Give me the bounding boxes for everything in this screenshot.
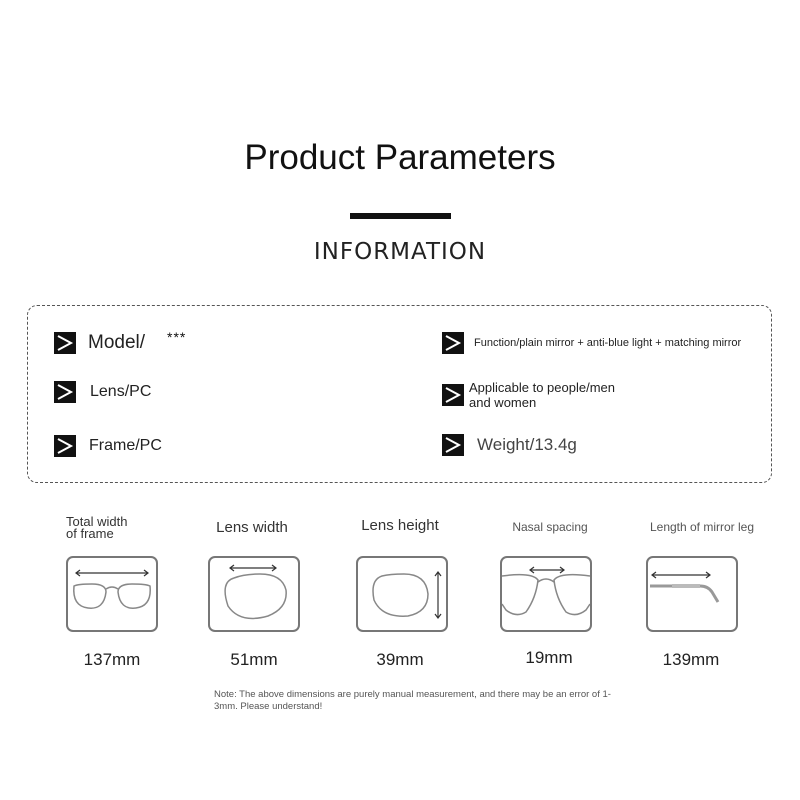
dim-value-lens-width: 51mm: [230, 650, 278, 669]
dim-value-nasal-spacing: 19mm: [525, 648, 573, 667]
dim-value-frame-width: 137mm: [83, 650, 141, 669]
function-text: Function/plain mirror + anti-blue light + matching mirror: [474, 337, 742, 349]
model-label: Model/: [88, 332, 146, 353]
chevron-right-icon: [442, 434, 464, 456]
dim-value-temple-length: 139mm: [662, 650, 720, 669]
dim-label-nasal-spacing: Nasal spacing: [512, 520, 588, 534]
chevron-right-icon: [54, 435, 76, 457]
page-title: Product Parameters: [244, 138, 556, 177]
nasal-spacing-icon: [500, 556, 592, 632]
chevron-right-icon: [442, 332, 464, 354]
chevron-right-icon: [54, 381, 76, 403]
frame-material: Frame/PC: [89, 437, 162, 454]
info-weight: [442, 434, 577, 456]
info-function: [442, 332, 741, 354]
dim-label-lens-width: Lens width: [216, 519, 288, 536]
dim-label-temple-length: Length of mirror leg: [649, 520, 755, 534]
chevron-right-icon: [54, 332, 76, 354]
dim-label-lens-height: Lens height: [361, 517, 439, 534]
dim-label-frame-width: [66, 516, 146, 540]
dim-label-line-2: of frame: [66, 526, 114, 541]
frame-width-icon: [66, 556, 158, 632]
applicable-text: [469, 380, 615, 410]
page-subtitle: INFORMATION: [313, 239, 487, 265]
chevron-right-icon: [442, 384, 464, 406]
measurement-note: Note: The above dimensions are purely manual measurement, and there may be an error of 1-3mm. Please understand!: [214, 689, 611, 712]
lens-width-icon: [208, 556, 300, 632]
title-underline: [350, 213, 451, 219]
weight-text: Weight/13.4g: [477, 435, 577, 454]
applicable-line-2: and women: [469, 395, 537, 410]
info-frame: [54, 435, 162, 457]
applicable-line-1: Applicable to people/men: [469, 380, 615, 395]
info-model: [54, 329, 187, 354]
dim-label-line-1: Total width: [66, 514, 128, 529]
info-applicable: [442, 380, 615, 410]
lens-material: Lens/PC: [90, 383, 152, 400]
temple-length-icon: [646, 556, 738, 632]
lens-height-icon: [356, 556, 448, 632]
dim-value-lens-height: 39mm: [376, 650, 424, 669]
info-lens: [54, 381, 151, 403]
model-value: ***: [167, 329, 187, 345]
